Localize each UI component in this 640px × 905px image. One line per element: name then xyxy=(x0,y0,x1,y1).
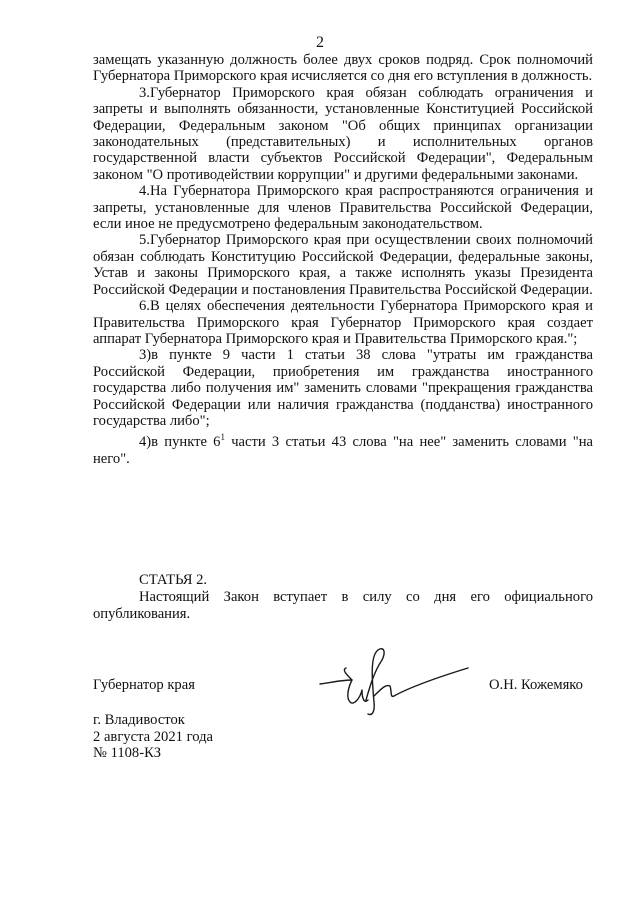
paragraph-amendment-3: 3)в пункте 9 части 1 статьи 38 слова "утраты им гражданства Российской Федерации, приобретения им гражданства иностранного государства либо получения им" заменить словами "прекращения гражданства Российской Федерации или наличия гражданства (подданства) иностранного государства либо"; xyxy=(93,347,593,429)
signer-name: О.Н. Кожемяко xyxy=(489,677,583,693)
amendment-4-superscript: 1 xyxy=(220,432,225,443)
paragraph-item-3: 3.Губернатор Приморского края обязан соблюдать ограничения и запреты и выполнять обязанности, установленные Конституцией Российской Федерации, Федеральным законом "Об общих принципах организации законодательных (представительных) и исполнительных органов государственной власти субъектов Российской Федерации", Федеральным законом "О противодействии коррупции" и другими федеральными законами. xyxy=(93,84,593,183)
law-body-text xyxy=(93,52,593,467)
paragraph-item-5: 5.Губернатор Приморского края при осуществлении своих полномочий обязан соблюдать Конституцию Российской Федерации, федеральные законы, Устав и законы Приморского края, а также исполнять указы Президента Российской Федерации и постановления Правительства Российской Федерации. xyxy=(93,232,593,298)
amendment-4-after: части 3 статьи 43 слова "на нее" заменить словами "на него". xyxy=(93,434,593,467)
signer-title: Губернатор края xyxy=(93,677,195,693)
article-heading: СТАТЬЯ 2. xyxy=(139,572,208,588)
footer-date: 2 августа 2021 года xyxy=(93,728,213,745)
document-footer xyxy=(93,712,213,762)
footer-number: № 1108-КЗ xyxy=(93,745,162,762)
amendment-4-before: 4)в пункте 6 xyxy=(139,434,221,451)
paragraph-item-4: 4.На Губернатора Приморского края распространяются ограничения и запреты, установленные для членов Правительства Российской Федерации, если иное не предусмотрено федеральным законодательством. xyxy=(93,183,593,233)
handwritten-signature xyxy=(312,640,472,720)
paragraph-item-6: 6.В целях обеспечения деятельности Губернатора Приморского края и Правительства Приморского края Губернатор Приморского края создает аппарат Губернатора Приморского края и Правительства Приморского края."; xyxy=(93,298,593,347)
article-text: Настоящий Закон вступает в силу со дня его официального опубликования. xyxy=(93,589,593,622)
paragraph-continuation: замещать указанную должность более двух сроков подряд. Срок полномочий Губернатора Приморского края исчисляется со дня его вступления в должность. xyxy=(93,52,593,85)
footer-city: г. Владивосток xyxy=(93,712,185,728)
paragraph-amendment-4 xyxy=(93,429,593,467)
article-2-block xyxy=(93,572,593,622)
page-number: 2 xyxy=(316,34,324,51)
